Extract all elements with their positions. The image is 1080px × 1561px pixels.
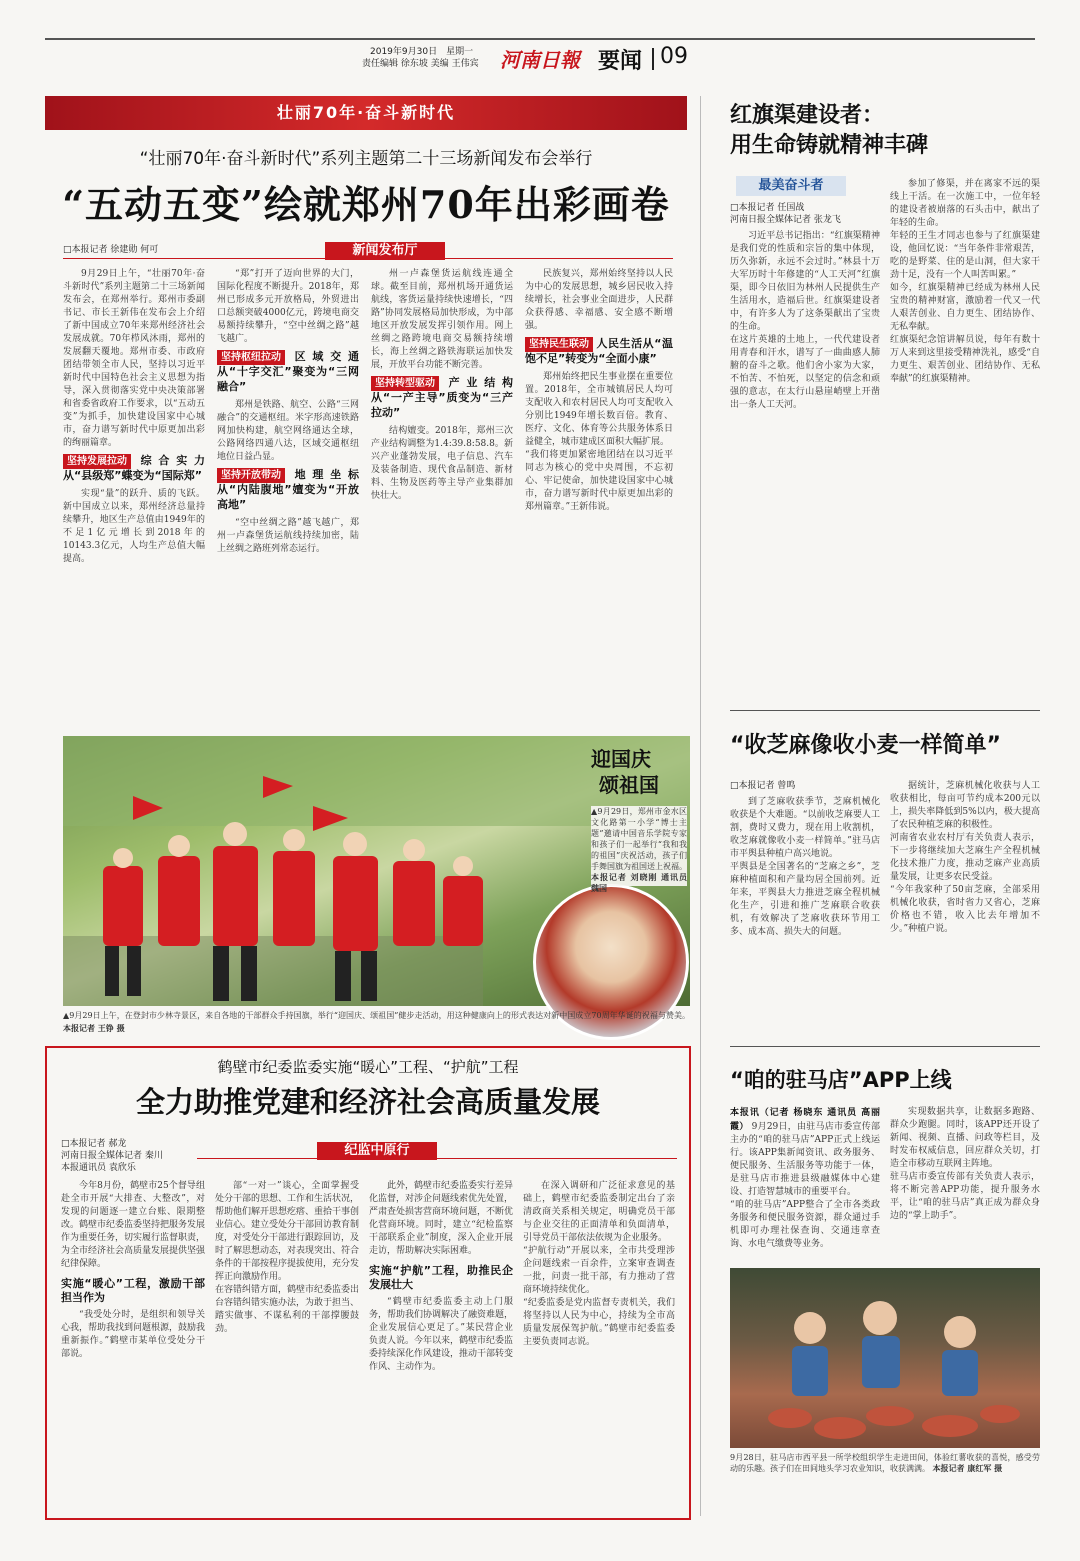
inset-caption xyxy=(591,806,687,893)
story3-text-a: 9月29日，由驻马店市委宣传部主办的“咱的驻马店”APP正式上线运行。该APP集新闻资讯、政务服务、便民服务、生活服务等功能于一体，是驻马店市推进县级融媒体中心建设、打造智慧城市的重要平台。 “咱的驻马店”APP整合了全市各类政务服务和便民服务资源，群众通过手机即可办理社保查询、交通违章查询、水电气缴费等业务。 xyxy=(730,1122,880,1249)
lead-col3-subhead xyxy=(371,376,513,421)
lead-kicker: “壮丽70年·奋斗新时代”系列主题第二十三场新闻发布会举行 xyxy=(139,149,593,169)
masthead-editors: 责任编辑 徐东坡 美编 王伟宾 xyxy=(362,59,479,69)
lead-col2-sub1-rest: 区域交通从“十字交汇”聚变为“三网融合” xyxy=(217,350,359,393)
story1-label: 最美奋斗者 xyxy=(736,176,846,196)
photo-title xyxy=(591,746,687,798)
sweet-potato-credit: 本报记者 康红军 摄 xyxy=(932,1463,1003,1473)
story3-col-b xyxy=(890,1106,1040,1258)
lead-col3-para2: 结构嬗变。2018年，郑州三次产业结构调整为1.4:39.8:58.8。新兴产业蓬勃发展，电子信息、汽车及装备制造、现代食品制造、新材料、生物及医药等主导产业集群加快壮大。 xyxy=(371,426,513,501)
bottom-col-3 xyxy=(369,1180,513,1510)
story3-headline: “咱的驻马店”APP上线 xyxy=(730,1068,952,1092)
lead-col-3 xyxy=(371,268,513,724)
section-title: 要闻 xyxy=(598,49,643,74)
story1-text-b: 参加了修渠，并在离家不远的渠线上干活。在一次施工中，一位年轻的建设者被崩落的石头击中，献出了年轻的生命。 年轻的王生才同志也参与了红旗渠建设，他回忆说：“当年条件非常艰苦，吃的是野菜、住的是山洞，但大家干劲十足，没有一个人叫苦叫累。” 如今，红旗渠精神已经成为林州人民宝贵的精神财富，激励着一代又一代人艰苦创业、自力更生、团结协作、无私奉献。 红旗渠纪念馆讲解员说，每年有数十万人来到这里接受精神洗礼，感受“自力更生、艰苦创业、团结协作、无私奉献”的红旗渠精神。 xyxy=(890,179,1040,384)
sweet-potato-photo xyxy=(730,1268,1040,1448)
lead-col1-sub-rest: 综合实力从“县级郑”蝶变为“国际郑” xyxy=(63,454,205,482)
bottom-col3-subhead: 实施“护航”工程，助推民企发展壮大 xyxy=(369,1264,513,1291)
lead-col2-subhead1 xyxy=(217,350,359,395)
photo-title-line1: 迎国庆 xyxy=(591,747,651,771)
lead-col4-para2: 郑州始终把民生事业摆在重要位置。2018年，全市城镇居民人均可支配收入和农村居民人均可支配收入分别比1949年增长数百倍。教育、医疗、文化、体育等公共服务体系日益健全，城市建成区面积大幅扩展。 “我们将更加紧密地团结在以习近平同志为核心的党中央周围，不忘初心、牢记使命，加快建设国家中心城市，奋力谱写新时代中原更加出彩的郑州篇章。”王新伟说。 xyxy=(525,372,673,512)
lead-story xyxy=(45,96,687,728)
lead-col-1 xyxy=(63,268,205,724)
story1-headline-2: 用生命铸就精神丰碑 xyxy=(730,133,929,158)
bottom-byline: □本报记者 郝龙 河南日报全媒体记者 秦川 本报通讯员 袁欣乐 xyxy=(61,1139,163,1173)
bottom-col3-para: 此外，鹤壁市纪委监委实行差异化监督，对涉企问题线索优先处置，严肃查处损害营商环境问题，不断优化营商环境。同时，建立“纪检监察干部联系企业”制度，深入企业开展走访，帮助解决实际困难。 xyxy=(369,1181,514,1256)
lead-col2-sub1-tag: 坚持枢纽拉动 xyxy=(217,350,285,365)
story1-col-a xyxy=(730,230,880,700)
lead-col1-subhead xyxy=(63,454,205,484)
lead-col3-sub-rest: 产业结构从“一产主导”质变为“三产拉动” xyxy=(371,376,513,419)
lead-col3-sub-tag: 坚持转型驱动 xyxy=(371,376,439,391)
right-column xyxy=(712,96,1042,1546)
paper-name-logo: 河南日報 xyxy=(500,48,580,72)
lead-col4-subhead xyxy=(525,337,673,367)
main-photo-caption xyxy=(63,1010,690,1036)
bottom-col1-subhead: 实施“暖心”工程，激励干部担当作为 xyxy=(61,1277,205,1304)
harvest-illustration xyxy=(730,1268,1040,1448)
main-caption-credit: 本报记者 王铮 摄 xyxy=(63,1023,125,1033)
lead-col1-para: 9月29日上午，“壮丽70年·奋斗新时代”系列主题第二十三场新闻发布会，在郑州举行。郑州市委副书记、市长王新伟在发布会上介绍了新中国成立70年来郑州经济社会发展成就。70年栉风沐雨，郑州的发展翻天覆地。郑州市委、市政府团结带领全市人民，坚持以习近平新时代中国特色社会主义思想为指导，深入贯彻落实党中央决策部署和省委省政府工作要求，以“五动五变”为抓手，加快建设国家中心城市，奋力谱写新时代中原更加出彩的绚丽篇章。 xyxy=(63,269,205,448)
bottom-col3-para2: “鹤壁市纪委监委主动上门服务，帮助我们协调解决了融资难题，企业发展信心更足了。”某民营企业负责人说。今年以来，鹤壁市纪委监委持续深化作风建设，推动干部转变作风、主动作为。 xyxy=(369,1297,514,1372)
bottom-col1-para2: “我受处分时，是组织和领导关心我，帮助我找到问题根源，鼓励我重新振作。”鹤壁市某单位受处分干部说。 xyxy=(61,1310,206,1359)
lead-col4-sub-tag: 坚持民生联动 xyxy=(525,337,593,352)
lead-section-rule xyxy=(63,258,673,259)
bottom-kicker: 鹤壁市纪委监委实施“暖心”工程、“护航”工程 xyxy=(217,1058,519,1076)
lead-col2-para: “郑”打开了迈向世界的大门，国际化程度不断提升。2018年，郑州已形成多元开放格局，外贸进出口总额突破4000亿元，跨境电商交易额持续攀升，“空中丝绸之路”越飞越广。 xyxy=(217,269,359,344)
lead-col2-sub2-tag: 坚持开放带动 xyxy=(217,468,285,483)
story2-byline: □本报记者 曾鸣 xyxy=(730,781,796,791)
bottom-col-2 xyxy=(215,1180,359,1510)
story2-text-a: 到了芝麻收获季节，芝麻机械化收获是个大难题。“以前收芝麻要人工割，费时又费力，现在用上收割机，收芝麻就像收小麦一样简单。”驻马店市平舆县种植户高兴地说。 平舆县是全国著名的“芝麻之乡”，芝麻种植面积和产量均居全国前列。近年来，平舆县大力推进芝麻全程机械化生产，引进和推广芝麻联合收获机，有效解决了芝麻收获环节用工多、成本高、损失大的问题。 xyxy=(730,797,880,937)
lead-section-label: 新闻发布厅 xyxy=(325,242,445,260)
lead-col1-para2: 实现“量”的跃升、质的飞跃。新中国成立以来，郑州经济总量持续攀升，地区生产总值由1949年的不足1亿元增长到2018年的10143.3亿元，人均生产总值大幅提高。 xyxy=(63,489,205,564)
inset-caption-text: ▲9月29日，郑州市金水区文化路第一小学“博士主题”邀请中国音乐学院专家和孩子们一起举行“我和我的祖国”庆祝活动，孩子们手舞国旗为祖国送上祝福。 xyxy=(591,807,687,871)
lead-col2-subhead2 xyxy=(217,468,359,513)
right-divider-2 xyxy=(730,1046,1040,1047)
story2-col-a xyxy=(730,796,880,1036)
story1-col-b xyxy=(890,178,1040,700)
story3-text-b: 实现数据共享，让数据多跑路、群众少跑腿。同时，该APP还开设了新闻、视频、直播、问政等栏目，及时发布权威信息，回应群众关切，打造全市移动互联网主阵地。 驻马店市委宣传部有关负责人表示，将不断完善APP功能，提升服务水平，让“咱的驻马店”真正成为群众身边的“掌上助手”。 xyxy=(890,1107,1040,1221)
inset-caption-credit: 本报记者 刘晓刚 通讯员 魏国 xyxy=(591,872,687,893)
story1-headline-1: 红旗渠建设者： xyxy=(730,103,885,128)
story2-headline: “收芝麻像收小麦一样简单” xyxy=(730,733,1001,758)
bottom-section-rule xyxy=(197,1158,677,1159)
lead-col3-para: 州一卢森堡货运航线连通全球。截至目前，郑州机场开通货运航线，客货运量持续快速增长，“四路”协同发展格局加快形成，为中部地区开放发展发挥引领作用。网上丝绸之路跨境电商交易额持续增长，海上丝绸之路铁海联运加快发展，开放平台功能不断完善。 xyxy=(371,269,513,370)
masthead-date: 2019年9月30日 星期一 xyxy=(370,47,474,57)
section-divider xyxy=(652,48,654,70)
bottom-section-label: 纪监中原行 xyxy=(317,1142,437,1160)
bottom-story xyxy=(45,1046,691,1520)
story1-byline: □本报记者 任国战 河南日报全媒体记者 张龙飞 xyxy=(730,203,841,225)
series-banner: 壮丽70年·奋斗新时代 xyxy=(45,96,687,130)
page-number: 09 xyxy=(660,44,688,69)
lead-headline: “五动五变”绘就郑州70年出彩画卷 xyxy=(62,182,670,227)
story2-col-b xyxy=(890,780,1040,1036)
story3-col-a xyxy=(730,1106,880,1258)
bottom-col-4 xyxy=(523,1180,675,1510)
main-caption-text: ▲9月29日上午，在登封市少林寺景区，来自各地的干部群众手持国旗，举行“迎国庆、颂祖国”健步走活动，用这种健康向上的形式表达对新中国成立70周年华诞的祝福与赞美。 xyxy=(63,1011,690,1020)
lead-col2-sub2-rest: 地理坐标从“内陆腹地”嬗变为“开放高地” xyxy=(217,468,359,511)
lead-col-2 xyxy=(217,268,359,724)
page-column-separator xyxy=(700,96,701,1516)
right-divider-1 xyxy=(730,710,1040,711)
sweet-potato-caption xyxy=(730,1452,1040,1486)
lead-col-4 xyxy=(525,268,673,724)
bottom-col4-para: 在深入调研和广泛征求意见的基础上，鹤壁市纪委监委制定出台了亲清政商关系相关规定，明确党员干部与企业交往的正面清单和负面清单，引导党员干部依法依规为企业服务。 “护航行动”开展以来，全市共受理涉企问题线索一百余件，立案审查调查一批，问责一批干部，有力推动了营商环境持续优化。 “纪委监委是党内监督专责机关，我们将坚持以人民为中心，持续为全市高质量发展保驾护航。”鹤壁市纪委监委主要负责同志说。 xyxy=(523,1181,675,1347)
lead-col2-para2: 郑州是铁路、航空、公路“三网融合”的交通枢纽。米字形高速铁路网加快构建，航空网络通达全球，公路网络四通八达，区域交通枢纽地位日益凸显。 xyxy=(217,400,359,462)
sweet-potato-caption-text: 9月28日，驻马店市西平县一所学校组织学生走进田间，体验红薯收获的喜悦，感受劳动的乐趣。孩子们在田间地头学习农业知识，收获满满。 xyxy=(730,1453,1040,1473)
lead-col2-para3: “空中丝绸之路”越飞越广，郑州一卢森堡货运航线持续加密，陆上丝绸之路班列常态运行。 xyxy=(217,518,359,554)
masthead-top-rule xyxy=(45,38,1035,40)
bottom-headline: 全力助推党建和经济社会高质量发展 xyxy=(135,1085,600,1119)
story2-text-b: 据统计，芝麻机械化收获与人工收获相比，每亩可节约成本200元以上，损失率降低到5%以内，极大提高了农民种植芝麻的积极性。 河南省农业农村厅有关负责人表示，下一步将继续加大芝麻生产全程机械化技术推广力度，推动芝麻产业高质量发展，让更多农民受益。 “今年我家种了50亩芝麻，全部采用机械化收获，省时省力又省心，芝麻价格也不错，收入比去年增加不少。”种植户说。 xyxy=(890,781,1040,934)
story3-byline: 本报讯（记者 杨晓东 通讯员 高丽霞） xyxy=(730,1108,880,1132)
story1-text-a: 习近平总书记指出：“红旗渠精神是我们党的性质和宗旨的集中体现，历久弥新，永远不会过时。”林县十万大军历时十年修建的“人工天河”红旗渠，即今日依旧为林州人民提供生产生活用水，造福后世。红旗渠建设者中，有许多人为了这条渠献出了宝贵的生命。 在这片英雄的土地上，一代代建设者用青春和汗水，谱写了一曲曲感人肺腑的奋斗之歌。他们舍小家为大家，不怕苦、不怕死，以坚定的信念和顽强的意志，在太行山悬崖峭壁上开凿出一条人工天河。 xyxy=(730,231,880,410)
main-photo-block xyxy=(63,736,690,1036)
lead-col4-sub-rest: 人民生活从“温饱不足”转变为“全面小康” xyxy=(525,337,673,365)
masthead xyxy=(0,0,1080,80)
bottom-col-1 xyxy=(61,1180,205,1510)
lead-byline: □本报记者 徐建勋 何可 xyxy=(63,245,159,255)
lead-col4-para: 民族复兴，郑州始终坚持以人民为中心的发展思想，城乡居民收入持续增长，社会事业全面进步，人民群众获得感、幸福感、安全感不断增强。 xyxy=(525,269,673,331)
lead-col1-sub-tag: 坚持发展拉动 xyxy=(63,454,131,469)
bottom-col2-para: 部“一对一”谈心，全面掌握受处分干部的思想、工作和生活状况，帮助他们解开思想疙瘩、重拾干事创业信心。建立受处分干部回访教育制度，对受处分干部进行跟踪回访，及时了解思想动态，对表现突出、符合条件的干部按程序提拔使用，充分发挥正向激励作用。 在容错纠错方面，鹤壁市纪委监委出台容错纠错实施办法，为敢于担当、踏实做事、不谋私利的干部撑腰鼓劲。 xyxy=(215,1181,360,1334)
photo-title-line2: 颂祖国 xyxy=(599,773,659,797)
bottom-col1-para: 今年8月份，鹤壁市25个督导组赴全市开展“大排查、大整改”，对发现的问题逐一建立台账、限期整改。鹤壁市纪委监委坚持把服务发展作为重要任务，切实履行监督职责，为全市经济社会高质量发展提供坚强纪律保障。 xyxy=(61,1181,206,1269)
